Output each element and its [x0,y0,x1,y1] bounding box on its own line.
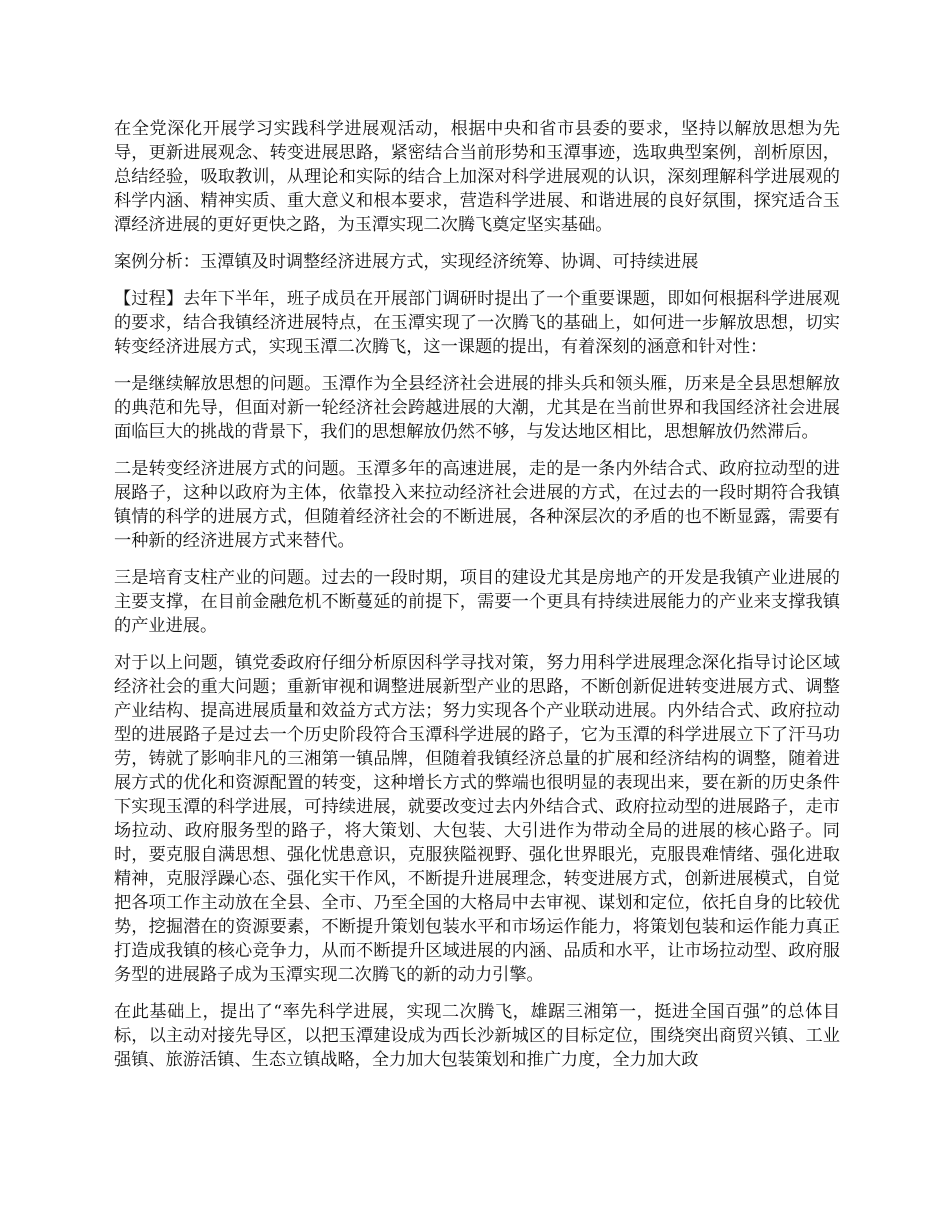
intro-paragraph: 在全党深化开展学习实践科学进展观活动，根据中央和省市县委的要求，坚持以解放思想为先导，更新进展观念、转变进展思路，紧密结合当前形势和玉潭事迹，选取典型案例，剖析原因，总结经验，吸取教训，从理论和实际的结合上加深对科学进展观的认识，深刻理解科学进展观的科学内涵、精神实质、重大意义和根本要求，营造科学进展、和谐进展的良好氛围，探究适合玉潭经济进展的更好更快之路，为玉潭实现二次腾飞奠定坚实基础。 [114,119,840,235]
document-page [114,117,840,1085]
goal-paragraph: 在此基础上，提出了“率先科学进展，实现二次腾飞，雄踞三湘第一，挺进全国百强”的总体目标，以主动对接先导区，以把玉潭建设成为西长沙新城区的目标定位，围绕突出商贸兴镇、工业强镇、旅游活镇、生态立镇战略，全力加大包装策划和推广力度，全力加大政 [114,1002,840,1070]
point-two-paragraph: 二是转变经济进展方式的问题。玉潭多年的高速进展，走的是一条内外结合式、政府拉动型的进展路子，这种以政府为主体，依靠投入来拉动经济社会进展的方式，在过去的一段时期符合我镇镇情的科学的进展方式，但随着经济社会的不断进展，各种深层次的矛盾的也不断显露，需要有一种新的经济进展方式来替代。 [114,459,840,551]
point-three-paragraph: 三是培育支柱产业的问题。过去的一段时期，项目的建设尤其是房地产的开发是我镇产业进展的主要支撑，在目前金融危机不断蔓延的前提下，需要一个更具有持续进展能力的产业来支撑我镇的产业进展。 [114,568,840,636]
case-analysis-heading: 案例分析：玉潭镇及时调整经济进展方式，实现经济统筹、协调、可持续进展 [114,252,699,272]
point-one-paragraph: 一是继续解放思想的问题。玉潭作为全县经济社会进展的排头兵和领头雁，历来是全县思想解放的典范和先导，但面对新一轮经济社会跨越进展的大潮，尤其是在当前世界和我国经济社会进展面临巨大的挑战的背景下，我们的思想解放仍然不够，与发达地区相比，思想解放仍然滞后。 [114,374,840,442]
process-paragraph: 【过程】去年下半年，班子成员在开展部门调研时提出了一个重要课题，即如何根据科学进展观的要求，结合我镇经济进展特点，在玉潭实现了一次腾飞的基础上，如何进一步解放思想，切实转变经济进展方式，实现玉潭二次腾飞，这一课题的提出，有着深刻的涵意和针对性： [114,289,840,357]
analysis-paragraph: 对于以上问题，镇党委政府仔细分析原因科学寻找对策，努力用科学进展理念深化指导讨论区域经济社会的重大问题；重新审视和调整进展新型产业的思路，不断创新促进转变进展方式、调整产业结构、提高进展质量和效益方式方法；努力实现各个产业联动进展。内外结合式、政府拉动型的进展路子是过去一个历史阶段符合玉潭科学进展的路子，它为玉潭的科学进展立下了汗马功劳，铸就了影响非凡的三湘第一镇品牌，但随着我镇经济总量的扩展和经济结构的调整，随着进展方式的优化和资源配置的转变，这种增长方式的弊端也很明显的表现出来，要在新的历史条件下实现玉潭的科学进展，可持续进展，就要改变过去内外结合式、政府拉动型的进展路子，走市场拉动、政府服务型的路子，将大策划、大包装、大引进作为带动全局的进展的核心路子。同时，要克服自满思想、强化忧患意识，克服狭隘视野、强化世界眼光，克服畏难情绪、强化进取精神，克服浮躁心态、强化实干作风，不断提升进展理念，转变进展方式，创新进展模式，自觉把各项工作主动放在全县、全市、乃至全国的大格局中去审视、谋划和定位，依托自身的比较优势，挖掘潜在的资源要素，不断提升策划包装水平和市场运作能力，将策划包装和运作能力真正打造成我镇的核心竞争力，从而不断提升区域进展的内涵、品质和水平，让市场拉动型、政府服务型的进展路子成为玉潭实现二次腾飞的新的动力引擎。 [114,653,840,985]
